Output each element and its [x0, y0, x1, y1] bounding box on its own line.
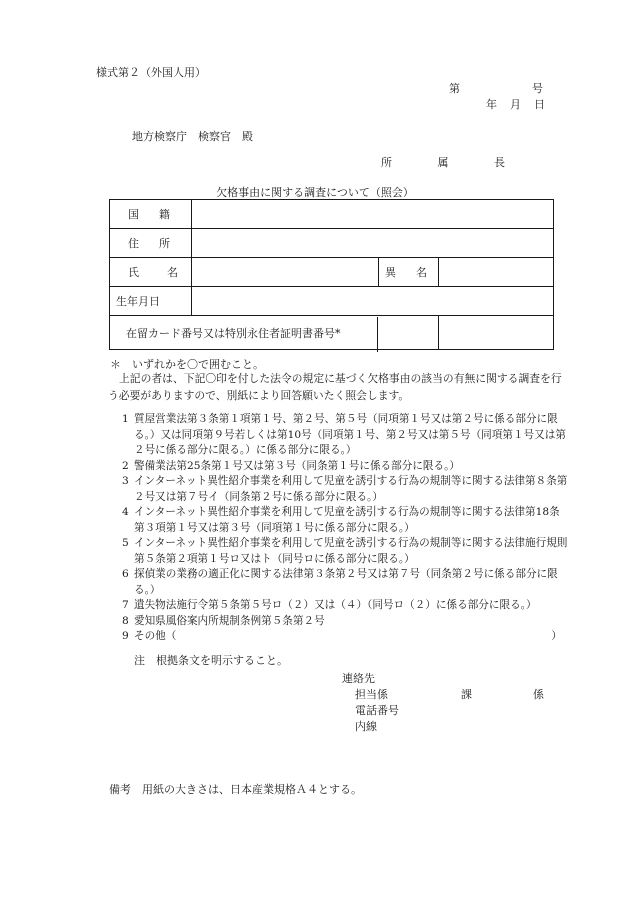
- contact-title: 連絡先: [342, 672, 375, 685]
- item-text: 愛知県風俗案内所規制条例第５条第２号: [134, 614, 325, 627]
- nationality-label-cell: [110, 200, 192, 229]
- date-year: 年: [486, 98, 497, 111]
- item-number: 4: [122, 506, 129, 518]
- other-blank[interactable]: [176, 629, 551, 645]
- remarks: 備考 用紙の大きさは、日本産業規格Ａ４とする。: [109, 783, 362, 796]
- sender-affiliation: [381, 154, 505, 170]
- contact-extension: 内線: [355, 720, 377, 733]
- document-number-prefix: 第: [449, 82, 460, 95]
- name-field[interactable]: [192, 258, 379, 287]
- item-number: 7: [122, 599, 129, 611]
- intro-paragraph: 上記の者は、下記〇印を付した法令の規定に基づく欠格事由の該当の有無に関する調査を行う必要がありますので、別紙により回答願いたく照会します。: [108, 372, 562, 402]
- item-number: 8: [122, 614, 129, 627]
- item-text: 探偵業の業務の適正化に関する法律第３条第２号又は第７号（同条第２号に係る部分に限る。）: [134, 568, 558, 596]
- item-text: 質屋営業法第３条第１項第１号、第２号、第５号（同項第１号又は第２号に係る部分に限る。）又は同項第９号若しくは第10号（同項第１号、第２号又は第５号（同項第１号又は第２号に係る部分に限る。）に係る部分に限る。）: [134, 413, 566, 456]
- list-item: [108, 536, 568, 567]
- contact-section: 課: [461, 688, 472, 701]
- contact-unit: 係: [533, 688, 544, 701]
- alias-label: 異名: [385, 266, 427, 279]
- nationality-label: 国籍: [128, 208, 170, 221]
- statute-list: [108, 412, 568, 645]
- card-number-label-cell: [110, 316, 439, 350]
- item-number: 1: [122, 413, 129, 425]
- item-other-text: [134, 629, 568, 645]
- address-field[interactable]: [192, 229, 554, 258]
- address-label: 住所: [128, 237, 170, 250]
- card-number-label: 在留カード番号又は特別永住者証明書番号*: [126, 326, 341, 340]
- applicant-table: [109, 199, 554, 350]
- document-number-suffix: 号: [532, 82, 543, 95]
- item-text: 警備業法第25条第１号又は第３号（同条第１号に係る部分に限る。）: [134, 459, 460, 472]
- card-number-field[interactable]: [439, 316, 554, 350]
- item-text: インターネット異性紹介事業を利用して児童を誘引する行為の規制等に関する法律第８条第２号又は第７号イ（同条第２号に係る部分に限る。）: [134, 475, 568, 503]
- contact-phone: 電話番号: [355, 704, 399, 717]
- addressee: 地方検察庁 検察官 殿: [132, 130, 253, 143]
- name-label: 氏名: [128, 266, 178, 279]
- birthdate-label-cell: [110, 287, 192, 316]
- list-item: [108, 614, 568, 630]
- sender-char: 属: [437, 156, 449, 169]
- list-item: [108, 474, 568, 505]
- birthdate-label: 生年月日: [116, 295, 160, 308]
- address-label-cell: [110, 229, 192, 258]
- list-item: [108, 412, 568, 459]
- form-label: 様式第２（外国人用）: [96, 66, 206, 79]
- alias-label-cell: [379, 258, 439, 287]
- date-month: 月: [510, 98, 521, 111]
- item-number: 5: [122, 537, 129, 549]
- list-item: [108, 567, 568, 598]
- document-title: 欠格事由に関する調査について（照会）: [216, 186, 414, 199]
- date-day: 日: [534, 98, 545, 111]
- list-item: [108, 598, 568, 614]
- name-label-cell: [110, 258, 192, 287]
- item-number: 2: [122, 459, 129, 472]
- other-close: ）: [551, 630, 562, 642]
- list-item: [108, 459, 568, 475]
- list-item-other: [108, 629, 568, 645]
- other-label: その他（: [134, 630, 177, 642]
- item-number: 9: [122, 630, 129, 642]
- sender-char: 長: [494, 156, 505, 169]
- item-number: 3: [122, 475, 129, 487]
- alias-field[interactable]: [439, 258, 554, 287]
- list-item: [108, 505, 568, 536]
- contact-person: 担当係: [355, 688, 388, 701]
- sender-char: 所: [381, 156, 392, 169]
- basis-note: 注 根拠条文を明示すること。: [134, 654, 288, 667]
- star-note: ＊ いずれかを〇で囲むこと。: [110, 358, 264, 371]
- item-text: インターネット異性紹介事業を利用して児童を誘引する行為の規制等に関する法律施行規則第５条第２項第１号ロ又はト（同号ロに係る部分に限る。）: [134, 537, 568, 565]
- item-text: インターネット異性紹介事業を利用して児童を誘引する行為の規制等に関する法律第18条第３項第１号又は第３号（同項第１号に係る部分に限る。）: [134, 506, 560, 534]
- nationality-field[interactable]: [192, 200, 554, 229]
- birthdate-field[interactable]: [192, 287, 554, 316]
- item-number: 6: [122, 568, 129, 580]
- item-text: 遺失物法施行令第５条第５号ロ（２）又は（４）（同号ロ（２）に係る部分に限る。）: [134, 599, 537, 611]
